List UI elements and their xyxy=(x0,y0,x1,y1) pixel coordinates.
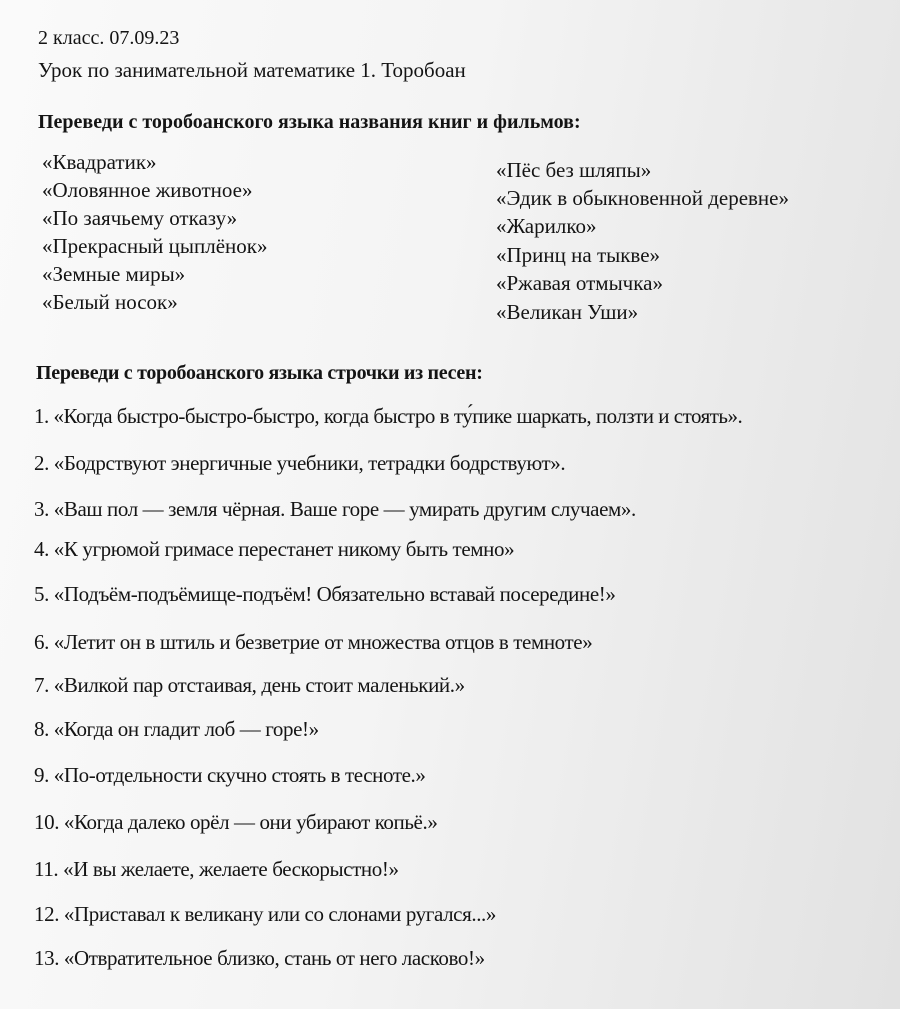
lesson-title: Урок по занимательной математике 1. Торобоан xyxy=(38,58,466,82)
section1-heading: Переведи с торобоанского языка названия книг и фильмов: xyxy=(38,111,581,133)
list-item: «Земные миры» xyxy=(42,262,186,286)
section2-heading: Переведи с торобоанского языка строчки из песен: xyxy=(36,362,483,384)
list-item: 1. «Когда быстро-быстро-быстро, когда быстро в ту́пике шаркать, ползти и стоять». xyxy=(34,404,743,428)
date-line: 2 класс. 07.09.23 xyxy=(38,27,180,49)
list-item: 3. «Ваш пол — земля чёрная. Ваше горе — умирать другим случаем». xyxy=(34,497,636,521)
list-item: «Пёс без шляпы» xyxy=(496,158,652,182)
list-item: «Эдик в обыкновенной деревне» xyxy=(496,186,789,210)
list-item: 5. «Подъём-подъёмище-подъём! Обязательно вставай посередине!» xyxy=(34,582,616,606)
list-item: 9. «По-отдельности скучно стоять в тесноте.» xyxy=(34,763,426,787)
list-item: «Прекрасный цыплёнок» xyxy=(42,234,268,258)
list-item: «Великан Уши» xyxy=(496,300,639,324)
list-item: 10. «Когда далеко орёл — они убирают копьё.» xyxy=(34,810,438,834)
list-item: «Принц на тыкве» xyxy=(496,243,661,267)
list-item: 13. «Отвратительное близко, стань от него ласково!» xyxy=(34,946,485,970)
list-item: «Белый носок» xyxy=(42,290,178,314)
list-item: 7. «Вилкой пар отстаивая, день стоит маленький.» xyxy=(34,673,465,697)
list-item: «Ржавая отмычка» xyxy=(496,271,663,295)
list-item: «Жарилко» xyxy=(496,214,597,238)
list-item: «Оловянное животное» xyxy=(42,178,253,202)
list-item: 6. «Летит он в штиль и безветрие от множества отцов в темноте» xyxy=(34,630,593,654)
list-item: 11. «И вы желаете, желаете бескорыстно!» xyxy=(34,857,399,881)
list-item: 2. «Бодрствуют энергичные учебники, тетрадки бодрствуют». xyxy=(34,451,566,475)
list-item: 4. «К угрюмой гримасе перестанет никому быть темно» xyxy=(34,537,515,561)
list-item: «По заячьему отказу» xyxy=(42,206,238,230)
list-item: 12. «Приставал к великану или со слонами ругался...» xyxy=(34,902,496,926)
list-item: 8. «Когда он гладит лоб — горе!» xyxy=(34,717,319,741)
list-item: «Квадратик» xyxy=(42,150,157,174)
